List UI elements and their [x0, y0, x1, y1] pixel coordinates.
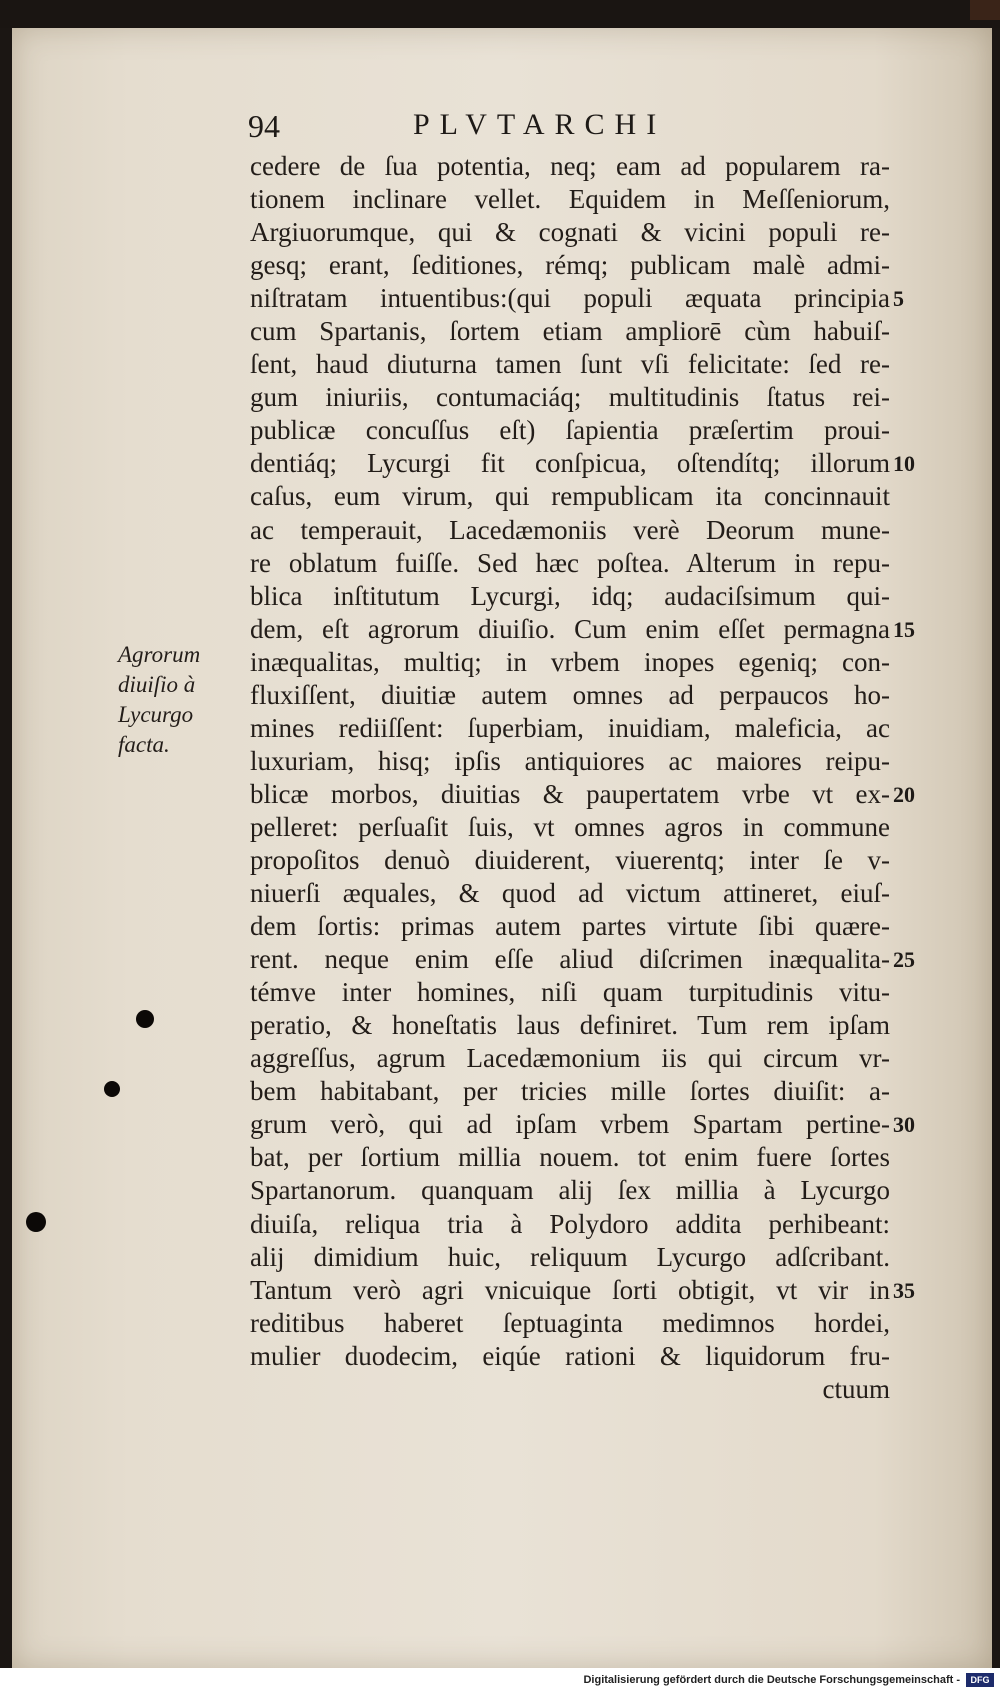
text-line: dentiáq; Lycurgi fit conſpicua, oſtendítq; illorum — [250, 448, 890, 479]
text-line: aggreſſus, agrum Lacedæmonium iis qui circum vr- — [250, 1043, 890, 1074]
text-line: Tantum verò agri vnicuique ſorti obtigit, vt vir in — [250, 1274, 890, 1305]
running-title: PLVTARCHI — [413, 108, 667, 141]
text-line: ſent, haud diuturna tamen ſunt vſi felicitate: ſed re- — [250, 349, 890, 380]
scan-top-edge — [0, 0, 1000, 28]
line-number: 10 — [893, 451, 915, 477]
text-line: reditibus haberet ſeptuaginta medimnos hordei, — [250, 1307, 890, 1338]
text-line: ac temperauit, Lacedæmoniis verè Deorum mune- — [250, 514, 890, 545]
text-line: alij dimidium huic, reliquum Lycurgo adſcribant. — [250, 1241, 890, 1272]
dfg-logo: DFG — [966, 1673, 994, 1687]
marginal-note-line: Lycurgo — [118, 702, 194, 727]
text-line: gesq; erant, ſeditiones, rémq; publicam malè admi- — [250, 250, 890, 281]
page-number: 94 — [248, 108, 280, 144]
text-line: mines rediiſſent: ſuperbiam, inuidiam, maleficia, ac — [250, 712, 890, 743]
text-line: inæqualitas, multiq; in vrbem inopes egeniq; con- — [250, 646, 890, 677]
line-number: 5 — [893, 286, 904, 312]
text-line: mulier duodecim, eiqúe rationi & liquidorum fru- — [250, 1340, 890, 1371]
line-number: 15 — [893, 616, 915, 642]
text-line: peratio, & honeſtatis laus definiret. Tum rem ipſam — [250, 1010, 890, 1041]
text-line: dem, eſt agrorum diuiſio. Cum enim eſſet permagna — [250, 613, 890, 644]
text-line: témve inter homines, niſi quam turpitudinis vitu- — [250, 977, 890, 1008]
binding-hole — [104, 1081, 120, 1097]
scan-corner — [970, 0, 1000, 20]
text-line: Argiuorumque, qui & cognati & vicini populi re- — [250, 217, 890, 248]
line-number: 20 — [893, 781, 915, 807]
text-line: rent. neque enim eſſe aliud diſcrimen inæqualita- — [250, 944, 890, 975]
line-number: 30 — [893, 1112, 915, 1138]
line-number: 25 — [893, 947, 915, 973]
text-line: cum Spartanis, ſortem etiam ampliorē cùm habuiſ- — [250, 316, 890, 347]
text-line: re oblatum fuiſſe. Sed hæc poſtea. Alterum in repu- — [250, 547, 890, 578]
text-line: ctuum — [822, 1373, 890, 1404]
text-line: bat, per ſortium millia nouem. tot enim fuere ſortes — [250, 1142, 890, 1173]
binding-hole — [136, 1010, 154, 1028]
text-line: dem ſortis: primas autem partes virtute ſibi quære- — [250, 911, 890, 942]
text-line: publicæ concuſſus eſt) ſapientia præſertim proui- — [250, 415, 890, 446]
footer-credit: Digitalisierung gefördert durch die Deutsche Forschungsgemeinschaft - — [583, 1674, 960, 1686]
text-line: blicæ morbos, diuitias & paupertatem vrbe vt ex- — [250, 778, 890, 809]
body-text — [250, 150, 890, 1406]
line-number: 35 — [893, 1277, 915, 1303]
binding-hole — [26, 1212, 46, 1232]
text-line: luxuriam, hisq; ipſis antiquiores ac maiores reipu- — [250, 745, 890, 776]
marginal-note-line: Agrorum — [118, 642, 201, 667]
text-line: propoſitos denuò diuiderent, viuerentq; inter ſe v- — [250, 844, 890, 875]
marginal-note-line: facta. — [118, 732, 170, 757]
marginal-note — [118, 640, 228, 760]
text-line: niſtratam intuentibus:(qui populi æquata principia — [250, 283, 890, 314]
text-line: tionem inclinare vellet. Equidem in Meſſeniorum, — [250, 184, 890, 215]
text-line: pelleret: perſuaſit ſuis, vt omnes agros in commune — [250, 811, 890, 842]
text-line: grum verò, qui ad ipſam vrbem Spartam pertine- — [250, 1109, 890, 1140]
text-line: cedere de ſua potentia, neq; eam ad popularem ra- — [250, 151, 890, 181]
text-line: gum iniuriis, contumaciáq; multitudinis ſtatus rei- — [250, 382, 890, 413]
text-line: diuiſa, reliqua tria à Polydoro addita perhibeant: — [250, 1208, 890, 1239]
text-line: caſus, eum virum, qui rempublicam ita concinnauit — [250, 481, 890, 512]
text-line: bem habitabant, per tricies mille ſortes diuiſit: a- — [250, 1076, 890, 1107]
text-line: fluxiſſent, diuitiæ autem omnes ad perpaucos ho- — [250, 679, 890, 710]
footer-bar — [0, 1668, 1000, 1695]
page-header — [248, 108, 738, 148]
marginal-note-line: diuiſio à — [118, 672, 196, 697]
text-line: niuerſi æquales, & quod ad victum attineret, eiuſ- — [250, 878, 890, 909]
text-line: Spartanorum. quanquam alij ſex millia à Lycurgo — [250, 1175, 890, 1206]
text-line: blica inſtitutum Lycurgi, idq; audaciſsimum qui- — [250, 580, 890, 611]
